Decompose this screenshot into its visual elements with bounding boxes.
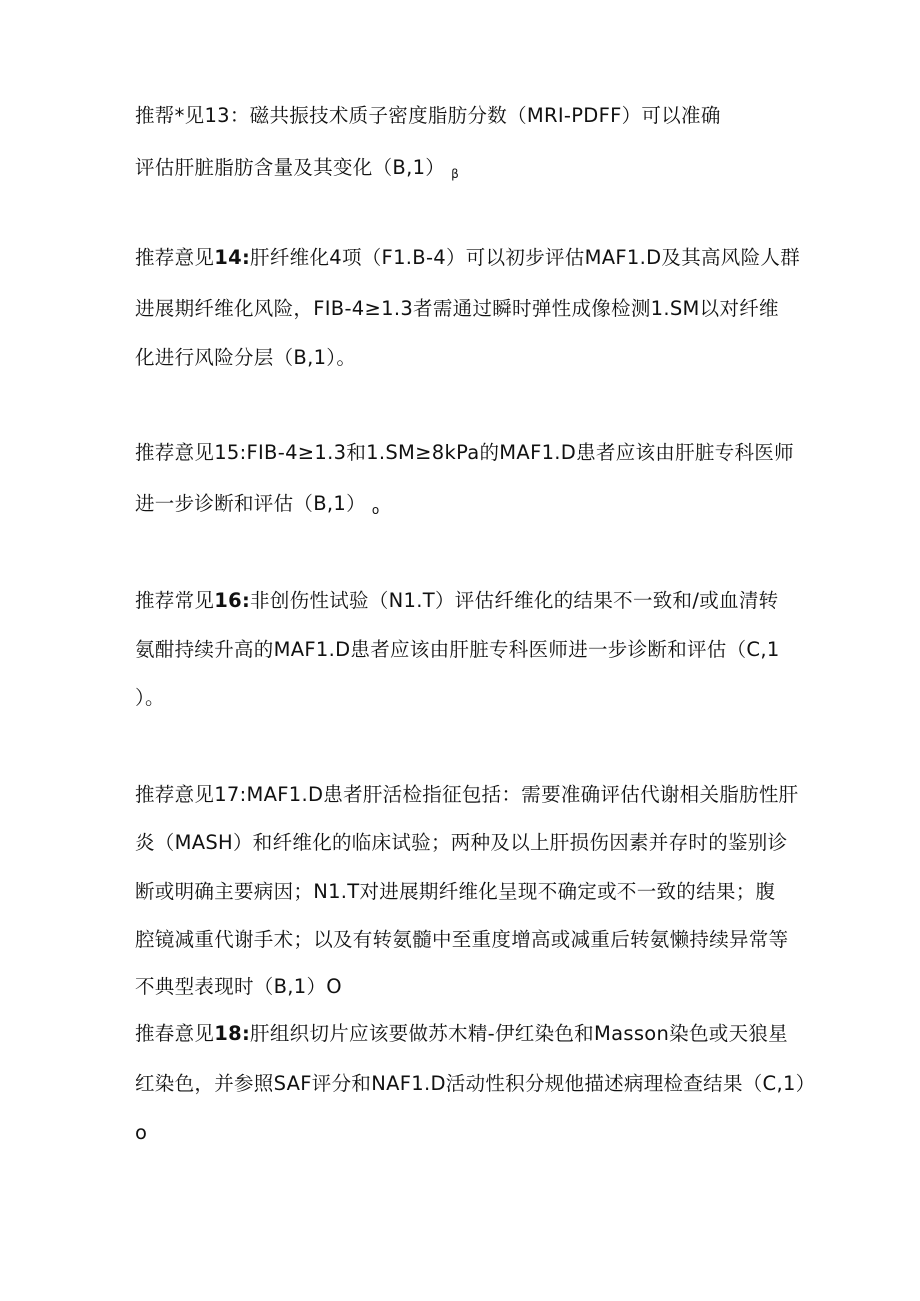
rec17-line3: 断或明确主要病因；N1.T对进展期纤维化呈现不确定或不一致的结果；腹 — [135, 880, 776, 903]
rec13-line2-text: 评估肝脏脂肪含量及其变化（B,1） — [135, 156, 446, 179]
rec16-number: 16: — [214, 589, 251, 612]
rec18-line2: 红染色，并参照SAF评分和NAF1.D活动性积分规他描述病理检查结果（C,1） — [135, 1072, 816, 1095]
rec18-line1 — [135, 1021, 788, 1047]
rec15-line1: 推荐意见15:FIB-4≥1.3和1.SM≥8kPa的MAF1.D患者应该由肝脏专科医师 — [135, 441, 794, 464]
rec16-line1 — [135, 588, 778, 614]
rec15-line2-mark: o — [371, 503, 380, 517]
rec14-line2: 进展期纤维化风险，FIB-4≥1.3者需通过瞬时弹性成像检测1.SM以对纤维 — [135, 297, 779, 320]
rec18-line3: o — [135, 1121, 148, 1144]
rec14-line1-text: 肝纤维化4项（F1.B-4）可以初步评估MAF1.D及其高风险人群 — [250, 246, 800, 269]
rec13-line1: 推帮*见13：磁共振技术质子密度脂肪分数（MRI-PDFF）可以准确 — [135, 104, 721, 127]
rec16-heading: 推荐常见 — [135, 589, 215, 612]
rec16-line3: ）。 — [135, 686, 165, 709]
rec17-line5: 不典型表现时（B,1）O — [135, 975, 342, 998]
rec17-line1: 推荐意见17:MAF1.D患者肝活检指征包括：需要准确评估代谢相关脂肪性肝 — [135, 783, 799, 806]
rec13-line2-mark: β — [451, 167, 460, 181]
rec14-heading: 推荐意见 — [135, 246, 215, 269]
rec17-line4: 腔镜减重代谢手术；以及有转氨髓中至重度增高或减重后转氨懒持续异常等 — [135, 928, 789, 951]
rec17-line2: 炎（MASH）和纤维化的临床试验；两种及以上肝损伤因素并存时的鉴别诊 — [135, 831, 788, 854]
rec16-line2: 氨酣持续升高的MAF1.D患者应该由肝脏专科医师进一步诊断和评估（C,1 — [135, 638, 780, 661]
rec18-heading: 推春意见 — [135, 1022, 215, 1045]
rec15-line2-text: 进一步诊断和评估（B,1） — [135, 492, 366, 515]
rec13-line2 — [135, 155, 459, 187]
rec14-line3: 化进行风险分层（B,1）。 — [135, 346, 357, 369]
rec18-number: 18: — [214, 1022, 251, 1045]
rec14-number: 14: — [214, 246, 251, 269]
rec18-line1-text: 肝组织切片应该要做苏木精-伊红染色和Masson染色或天狼星 — [250, 1022, 788, 1045]
rec15-line2 — [135, 491, 380, 523]
rec16-line1-text: 非创伤性试验（N1.T）评估纤维化的结果不一致和/或血清转 — [250, 589, 779, 612]
rec14-line1 — [135, 245, 800, 271]
